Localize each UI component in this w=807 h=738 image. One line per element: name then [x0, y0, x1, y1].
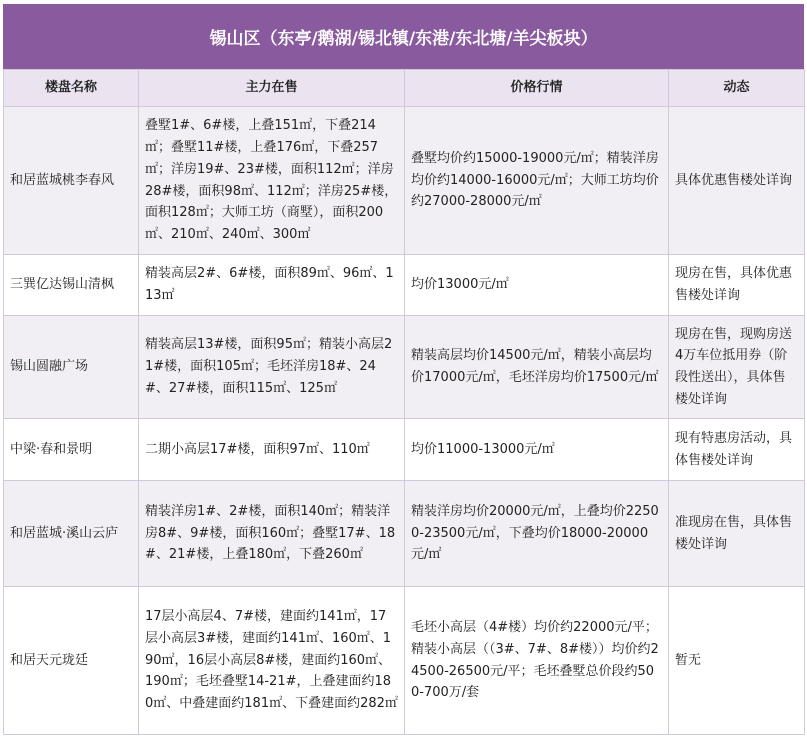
table-row: [4, 419, 805, 481]
project-name-cell: 和居天元珑廷: [4, 587, 139, 735]
supply-cell: 二期小高层17#楼，面积97㎡、110㎡: [139, 419, 405, 481]
column-header-price: 价格行情: [405, 70, 669, 107]
supply-cell: 精装洋房1#、2#楼，面积140㎡；精装洋房8#、9#楼，面积160㎡；叠墅17#、18#、21#楼，上叠180㎡，下叠260㎡: [139, 481, 405, 587]
header-row: [4, 70, 805, 107]
project-name-cell: 和居蓝城·溪山云庐: [4, 481, 139, 587]
table-row: [4, 107, 805, 255]
supply-cell: 叠墅1#、6#楼，上叠151㎡，下叠214㎡；叠墅11#楼，上叠176㎡，下叠257㎡；洋房19#、23#楼，面积112㎡；洋房28#楼，面积98㎡、112㎡；洋房25#楼，面积128㎡；大师工坊（商墅），面积200㎡、210㎡、240㎡、300㎡: [139, 107, 405, 255]
table-row: [4, 316, 805, 419]
supply-cell: 精装高层13#楼，面积95㎡；精装小高层21#楼，面积105㎡；毛坯洋房18#、24#、27#楼，面积115㎡、125㎡: [139, 316, 405, 419]
project-name-cell: 锡山圆融广场: [4, 316, 139, 419]
project-name-cell: 中梁·春和景明: [4, 419, 139, 481]
price-cell: 叠墅均价约15000-19000元/㎡；精装洋房均价约14000-16000元/㎡；大师工坊均价约27000-28000元/㎡: [405, 107, 669, 255]
status-cell: 暂无: [669, 587, 805, 735]
project-name-cell: 和居蓝城桃李春风: [4, 107, 139, 255]
project-name-cell: 三巽亿达锡山清枫: [4, 255, 139, 316]
status-cell: 现房在售，现购房送4万车位抵用券（阶段性送出），具体售楼处详询: [669, 316, 805, 419]
price-cell: 均价11000-13000元/㎡: [405, 419, 669, 481]
supply-cell: 精装高层2#、6#楼，面积89㎡、96㎡、113㎡: [139, 255, 405, 316]
price-cell: 精装洋房均价20000元/㎡，上叠均价22500-23500元/㎡，下叠均价18000-20000元/㎡: [405, 481, 669, 587]
status-cell: 现房在售，具体优惠售楼处详询: [669, 255, 805, 316]
status-cell: 现有特惠房活动，具体售楼处详询: [669, 419, 805, 481]
price-cell: 毛坯小高层（4#楼）均价约22000元/平；精装小高层（（3#、7#、8#楼））均价约24500-26500元/平；毛坯叠墅总价段约500-700万/套: [405, 587, 669, 735]
column-header-name: 楼盘名称: [4, 70, 139, 107]
table-row: [4, 587, 805, 735]
status-cell: 具体优惠售楼处详询: [669, 107, 805, 255]
supply-cell: 17层小高层4、7#楼，建面约141㎡，17层小高层3#楼，建面约141㎡、160㎡、190㎡，16层小高层8#楼，建面约160㎡、190㎡；毛坯叠墅14-21#，上叠建面约180㎡、中叠建面约181㎡、下叠建面约282㎡: [139, 587, 405, 735]
table-row: [4, 255, 805, 316]
price-cell: 精装高层均价14500元/㎡，精装小高层均价17000元/㎡，毛坯洋房均价17500元/㎡: [405, 316, 669, 419]
column-header-supply: 主力在售: [139, 70, 405, 107]
housing-table: [3, 69, 805, 735]
column-header-status: 动态: [669, 70, 805, 107]
table-row: [4, 481, 805, 587]
status-cell: 准现房在售，具体售楼处详询: [669, 481, 805, 587]
table-title: 锡山区（东亭/鹅湖/锡北镇/东港/东北塘/羊尖板块）: [3, 4, 804, 69]
price-cell: 均价13000元/㎡: [405, 255, 669, 316]
